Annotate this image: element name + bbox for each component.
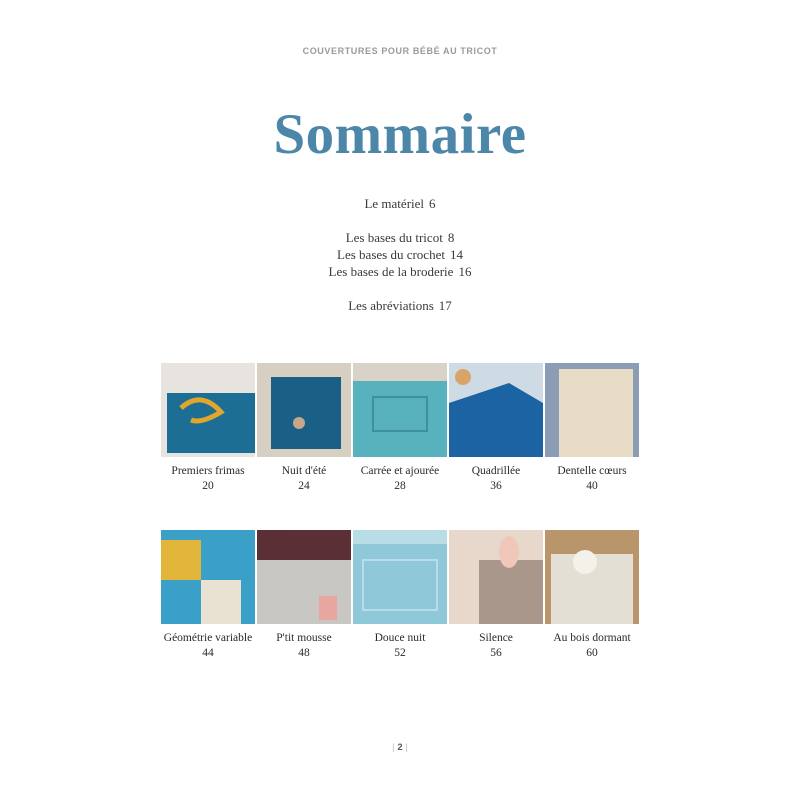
project-thumbnail[interactable] [449, 530, 543, 624]
project-name: Carrée et ajourée [360, 465, 440, 477]
project-caption[interactable] [153, 631, 263, 661]
blanket-photo [161, 363, 255, 457]
project-thumbnail[interactable] [161, 530, 255, 624]
project-thumbnail[interactable] [353, 530, 447, 624]
toc-entry-page: 8 [447, 230, 455, 245]
project-page: 44 [202, 647, 214, 659]
project-thumbnail[interactable] [545, 363, 639, 457]
blanket-photo [545, 530, 639, 624]
running-header: COUVERTURES POUR BÉBÉ AU TRICOT [302, 46, 498, 56]
project-caption[interactable] [249, 631, 359, 661]
toc-entry-label: Les abréviations [348, 298, 434, 313]
project-name: Premiers frimas [171, 465, 245, 477]
project-name: Quadrillée [471, 465, 521, 477]
project-thumbnail[interactable] [449, 363, 543, 457]
project-page: 52 [394, 647, 406, 659]
blanket-photo [353, 363, 447, 457]
project-page: 20 [202, 480, 214, 492]
blanket-photo [257, 530, 351, 624]
project-name: Au bois dormant [553, 632, 631, 644]
project-caption[interactable] [537, 631, 647, 661]
toc-entry[interactable] [0, 298, 800, 314]
project-name: Silence [479, 632, 513, 644]
project-page: 60 [586, 647, 598, 659]
project-page: 28 [394, 480, 406, 492]
project-caption[interactable] [153, 464, 263, 494]
blanket-photo [545, 363, 639, 457]
toc-entry[interactable] [0, 230, 800, 246]
toc-entry-page: 17 [438, 298, 452, 313]
blanket-photo [449, 363, 543, 457]
toc-entry-label: Les bases du tricot [345, 230, 443, 245]
project-caption[interactable] [345, 464, 455, 494]
project-name: Douce nuit [374, 632, 426, 644]
project-name: Dentelle cœurs [557, 465, 627, 477]
toc-entry[interactable] [0, 196, 800, 212]
project-caption[interactable] [537, 464, 647, 494]
toc-entry[interactable] [0, 247, 800, 263]
project-thumbnail[interactable] [161, 363, 255, 457]
project-caption[interactable] [441, 464, 551, 494]
project-page: 24 [298, 480, 310, 492]
project-caption[interactable] [345, 631, 455, 661]
toc-entry-page: 16 [458, 264, 472, 279]
project-name: P'tit mousse [276, 632, 332, 644]
toc-entry-page: 6 [429, 196, 436, 211]
project-page: 36 [490, 480, 502, 492]
project-name: Nuit d'été [281, 465, 327, 477]
project-thumbnail[interactable] [545, 530, 639, 624]
toc-entry-label: Le matériel [364, 196, 425, 211]
toc-entry-label: Les bases de la broderie [328, 264, 454, 279]
project-page: 48 [298, 647, 310, 659]
page-title: Sommaire [273, 103, 527, 166]
project-page: 40 [586, 480, 598, 492]
blanket-photo [353, 530, 447, 624]
page-number: | 2 | [392, 742, 408, 752]
toc-entry-page: 14 [449, 247, 463, 262]
project-thumbnail[interactable] [257, 363, 351, 457]
project-caption[interactable] [441, 631, 551, 661]
blanket-photo [161, 530, 255, 624]
project-page: 56 [490, 647, 502, 659]
project-name: Géométrie variable [163, 632, 253, 644]
project-thumbnail[interactable] [257, 530, 351, 624]
project-thumbnail[interactable] [353, 363, 447, 457]
toc-entry-label: Les bases du crochet [337, 247, 445, 262]
toc-entry[interactable] [0, 264, 800, 280]
blanket-photo [449, 530, 543, 624]
project-caption[interactable] [249, 464, 359, 494]
blanket-photo [257, 363, 351, 457]
